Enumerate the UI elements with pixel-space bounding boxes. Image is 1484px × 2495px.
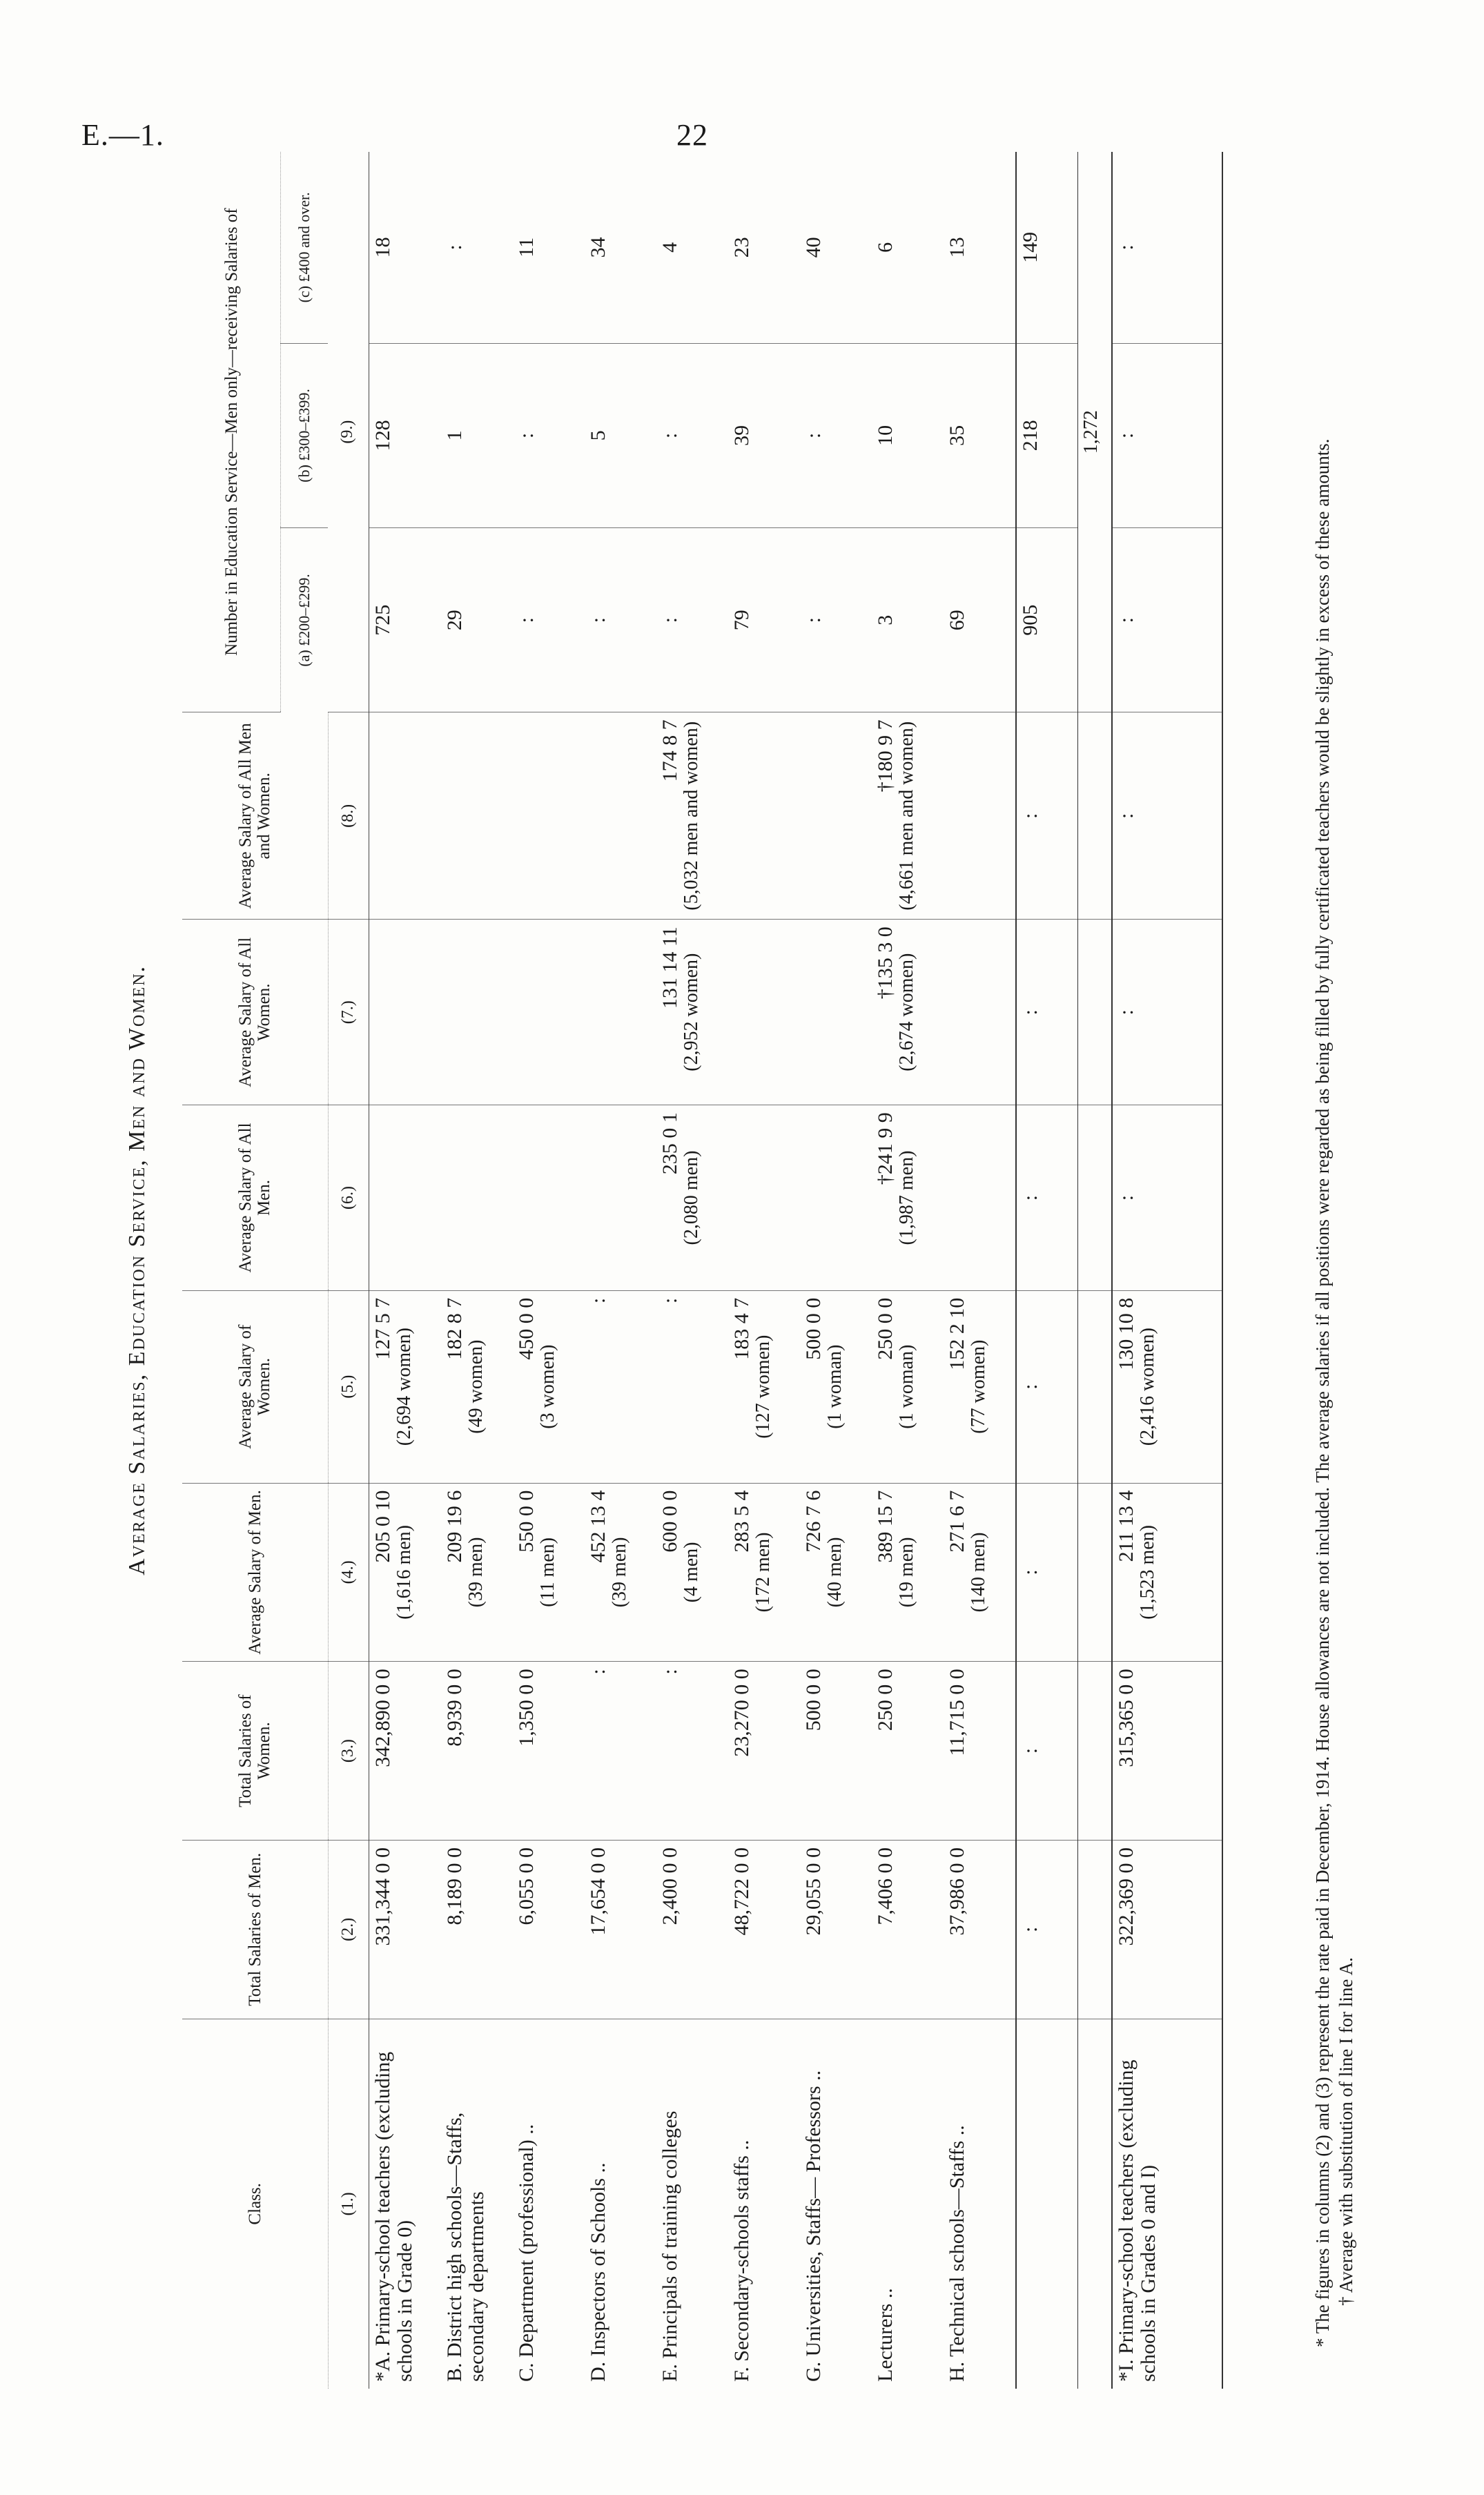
row-i-c4-count: (1,523 men) — [1136, 1524, 1158, 1620]
row-avg-men-value: 389 15 7 — [873, 1490, 897, 1563]
totals-c7: : — [1016, 920, 1078, 1105]
row-avg-all-women-value: 131 14 11 — [658, 926, 681, 1009]
col-number-2: (2.) — [328, 1840, 369, 2019]
row-avg-all-men — [585, 1105, 656, 1291]
row-count-a: : — [656, 528, 728, 712]
col-avg-all-men-header: Average Salary of All Men. — [182, 1105, 328, 1291]
row-i-a: : — [1112, 528, 1222, 712]
row-class-label: Lecturers .. — [873, 2288, 897, 2382]
col-number-1: (1.) — [328, 2019, 369, 2389]
row-avg-men-value: 550 0 0 — [514, 1490, 538, 1553]
row-count-a: 725 — [369, 528, 441, 712]
row-avg-all — [728, 712, 800, 920]
row-avg-all-men — [728, 1105, 800, 1291]
row-avg-women — [513, 1290, 585, 1483]
row-count-b: 39 — [728, 343, 800, 527]
row-avg-women-value: 183 4 7 — [730, 1297, 753, 1360]
salary-table — [182, 152, 1223, 2389]
col-number-8: (8.) — [328, 712, 369, 920]
rotated-table-frame — [124, 152, 1408, 2389]
row-avg-all-women — [513, 920, 585, 1105]
row-avg-women — [656, 1290, 728, 1483]
row-total-women: 11,715 0 0 — [944, 1662, 1016, 1841]
footnote-1: * The figures in columns (2) and (3) represent the rate paid in December, 1914. House allowances are not included. The average salaries if all positions were regarded as being filled by fully certificated teachers would be slightly in excess of these amounts. — [1312, 438, 1333, 2347]
row-total-women: 342,890 0 0 — [369, 1662, 441, 1841]
row-count-c: 23 — [728, 152, 800, 343]
row-class-label: H. Technical schools—Staffs .. — [945, 2125, 968, 2382]
table-row — [513, 152, 585, 2389]
row-count-c: 40 — [800, 152, 872, 343]
row-count-a: : — [585, 528, 656, 712]
row-class-label: E. Principals of training colleges — [658, 2110, 681, 2382]
col-total-men-header: Total Salaries of Men. — [182, 1840, 328, 2019]
row-avg-men-count: (140 men) — [967, 1532, 989, 1613]
totals-a: 905 — [1016, 528, 1078, 712]
col-9a-header: (a) £200–£299. — [295, 574, 313, 667]
footnote-2: † Average with substitution of line I for line A. — [1335, 1957, 1356, 2306]
table-body — [369, 152, 1016, 2389]
row-avg-women-value: : — [586, 1297, 609, 1304]
row-avg-all-women-count: (2,674 women) — [895, 953, 917, 1071]
row-class-label: G. Universities, Staffs— Professors .. — [801, 2070, 825, 2382]
row-class-label: D. Inspectors of Schools .. — [586, 2162, 609, 2382]
table-row — [944, 152, 1016, 2389]
row-class-label: B. District high schools—Staffs, secondary departments — [442, 2112, 488, 2382]
row-i-c3: 315,365 0 0 — [1112, 1662, 1222, 1841]
totals-c6: : — [1016, 1105, 1078, 1291]
row-avg-all-men-value: †241 9 9 — [873, 1112, 897, 1185]
col-9b-header: (b) £300–£399. — [281, 343, 329, 527]
row-avg-all — [656, 712, 728, 920]
col-number-6: (6.) — [328, 1105, 369, 1291]
row-count-a: : — [800, 528, 872, 712]
row-i-c: : — [1112, 152, 1222, 343]
col-total-women-header: Total Salaries of Women. — [182, 1662, 328, 1841]
row-count-a: : — [513, 528, 585, 712]
row-avg-all-men-value: 235 0 1 — [658, 1112, 681, 1175]
row-avg-women — [872, 1290, 944, 1483]
row-avg-women-count: (1 woman) — [823, 1344, 846, 1429]
row-count-c: 18 — [369, 152, 441, 343]
row-i-c7: : — [1112, 920, 1222, 1105]
row-count-c: 6 — [872, 152, 944, 343]
row-count-b: 128 — [369, 343, 441, 527]
row-count-c: 34 — [585, 152, 656, 343]
row-avg-women — [728, 1290, 800, 1483]
row-count-a: 79 — [728, 528, 800, 712]
row-avg-men-value: 726 7 6 — [801, 1490, 825, 1553]
row-avg-all-men — [800, 1105, 872, 1291]
row-total-women: 1,350 0 0 — [513, 1662, 585, 1841]
col-avg-all-header: Average Salary of All Men and Women. — [182, 712, 328, 920]
row-avg-women — [441, 1290, 513, 1483]
row-avg-all-women — [585, 920, 656, 1105]
row-i-c6: : — [1112, 1105, 1222, 1291]
row-avg-all-men-count: (1,987 men) — [895, 1150, 917, 1245]
row-count-b: 1 — [441, 343, 513, 527]
row-i-c8: : — [1112, 712, 1222, 920]
row-avg-all — [872, 712, 944, 920]
row-i-b: : — [1112, 343, 1222, 527]
row-avg-all — [585, 712, 656, 920]
row-total-men: 48,722 0 0 — [728, 1840, 800, 2019]
row-avg-all-women — [728, 920, 800, 1105]
table-title: Average Salaries, Education Service, Men and Women. — [124, 964, 150, 1576]
row-count-a: 29 — [441, 528, 513, 712]
row-avg-all-men — [513, 1105, 585, 1291]
row-i-c2: 322,369 0 0 — [1112, 1840, 1222, 2019]
row-total-women: : — [656, 1662, 728, 1841]
row-avg-all-women — [944, 920, 1016, 1105]
page-code: E.—1. — [81, 118, 164, 152]
row-count-c: 13 — [944, 152, 1016, 343]
row-avg-men-value: 452 13 4 — [586, 1490, 609, 1563]
row-avg-women — [369, 1290, 441, 1483]
row-avg-women-count: (2,694 women) — [393, 1328, 415, 1446]
totals-label — [1016, 2019, 1078, 2389]
row-avg-women-value: 250 0 0 — [873, 1297, 897, 1360]
col-number-header: Number in Education Service—Men only—receiving Salaries of — [182, 152, 281, 712]
row-avg-women-value: 152 2 10 — [945, 1297, 968, 1370]
totals-sum: 1,272 — [1077, 152, 1112, 712]
row-avg-all — [441, 712, 513, 920]
row-avg-all-count: (5,032 men and women) — [680, 721, 702, 911]
totals-c5: : — [1016, 1290, 1078, 1483]
row-avg-all-value: 174 8 7 — [658, 719, 681, 782]
col-number-5: (5.) — [328, 1290, 369, 1483]
table-row — [800, 152, 872, 2389]
col-9c-header: (c) £400 and over. — [281, 152, 329, 343]
row-i-c5 — [1112, 1290, 1222, 1483]
table-row — [441, 152, 513, 2389]
row-avg-all-women-value: †135 3 0 — [873, 926, 897, 1000]
col-class-header: Class. — [182, 2019, 328, 2389]
row-avg-men-count: (19 men) — [895, 1537, 917, 1608]
row-count-b: : — [656, 343, 728, 527]
row-avg-women — [585, 1290, 656, 1483]
row-avg-men — [872, 1483, 944, 1662]
row-avg-women-value: 127 5 7 — [371, 1297, 394, 1360]
row-avg-women-count: (3 women) — [536, 1344, 558, 1429]
row-count-c: 11 — [513, 152, 585, 343]
row-avg-all — [513, 712, 585, 920]
row-avg-all-men-count: (2,080 men) — [680, 1150, 702, 1245]
col-number-3: (3.) — [328, 1662, 369, 1841]
row-avg-women-value: : — [658, 1297, 681, 1304]
table-row — [656, 152, 728, 2389]
row-avg-all-women — [872, 920, 944, 1105]
col-number-4: (4.) — [328, 1483, 369, 1662]
row-avg-men — [441, 1483, 513, 1662]
table-row — [585, 152, 656, 2389]
row-i-c5-value: 130 10 8 — [1114, 1297, 1138, 1370]
row-i-c5-count: (2,416 women) — [1136, 1328, 1158, 1446]
row-count-a: 69 — [944, 528, 1016, 712]
totals-c3: : — [1016, 1662, 1078, 1841]
row-count-c: : — [441, 152, 513, 343]
row-total-men: 17,654 0 0 — [585, 1840, 656, 2019]
row-avg-all-men — [656, 1105, 728, 1291]
row-avg-all-men — [944, 1105, 1016, 1291]
row-avg-all-men — [369, 1105, 441, 1291]
row-avg-men-count: (4 men) — [680, 1542, 702, 1603]
row-avg-men — [656, 1483, 728, 1662]
row-avg-women-value: 182 8 7 — [442, 1297, 466, 1360]
row-avg-all-women — [369, 920, 441, 1105]
page-number: 22 — [676, 118, 708, 152]
totals-b: 218 — [1016, 343, 1078, 527]
row-avg-all — [944, 712, 1016, 920]
row-avg-men — [728, 1483, 800, 1662]
row-avg-men-count: (40 men) — [823, 1537, 846, 1608]
row-avg-all-men — [872, 1105, 944, 1291]
row-avg-all-women — [800, 920, 872, 1105]
table-row — [728, 152, 800, 2389]
row-count-b: : — [513, 343, 585, 527]
row-count-b: 5 — [585, 343, 656, 527]
row-total-men: 2,400 0 0 — [656, 1840, 728, 2019]
row-avg-women-value: 450 0 0 — [514, 1297, 538, 1360]
row-avg-women — [944, 1290, 1016, 1483]
row-total-men: 331,344 0 0 — [369, 1840, 441, 2019]
row-total-men: 29,055 0 0 — [800, 1840, 872, 2019]
row-avg-women-count: (1 woman) — [895, 1344, 917, 1429]
row-count-b: 35 — [944, 343, 1016, 527]
row-avg-all-men — [441, 1105, 513, 1291]
row-avg-men — [513, 1483, 585, 1662]
row-count-c: 4 — [656, 152, 728, 343]
col-avg-women-header: Average Salary of Women. — [182, 1290, 328, 1483]
row-avg-all-count: (4,661 men and women) — [895, 721, 917, 911]
row-total-men: 7,406 0 0 — [872, 1840, 944, 2019]
row-avg-all-women-count: (2,952 women) — [680, 953, 702, 1071]
table-row — [369, 152, 441, 2389]
row-avg-men-count: (39 men) — [465, 1537, 487, 1608]
row-avg-men — [585, 1483, 656, 1662]
totals-c2: : — [1016, 1840, 1078, 2019]
row-avg-all-women — [441, 920, 513, 1105]
row-avg-all-value: †180 9 7 — [873, 719, 897, 793]
row-count-a: 3 — [872, 528, 944, 712]
row-avg-all-women — [656, 920, 728, 1105]
row-avg-men-count: (1,616 men) — [393, 1524, 415, 1620]
row-total-women: 8,939 0 0 — [441, 1662, 513, 1841]
row-count-b: 10 — [872, 343, 944, 527]
row-avg-all — [800, 712, 872, 920]
row-class-label: F. Secondary-schools staffs .. — [730, 2139, 753, 2382]
col-avg-all-women-header: Average Salary of All Women. — [182, 920, 328, 1105]
row-avg-men-value: 271 6 7 — [945, 1490, 968, 1553]
row-total-men: 6,055 0 0 — [513, 1840, 585, 2019]
totals-c4: : — [1016, 1483, 1078, 1662]
row-class-label: *A. Primary-school teachers (excluding schools in Grade 0) — [371, 2051, 416, 2382]
row-avg-all — [369, 712, 441, 920]
row-avg-men — [944, 1483, 1016, 1662]
row-avg-women-count: (49 women) — [465, 1339, 487, 1434]
col-avg-men-header: Average Salary of Men. — [182, 1483, 328, 1662]
row-avg-men-value: 209 19 6 — [442, 1490, 466, 1563]
row-i-label: *I. Primary-school teachers (excluding schools in Grades 0 and I) — [1112, 2019, 1222, 2389]
row-avg-men — [800, 1483, 872, 1662]
col-number-7: (7.) — [328, 920, 369, 1105]
row-count-b: : — [800, 343, 872, 527]
row-avg-men-value: 600 0 0 — [658, 1490, 681, 1553]
row-total-women: 500 0 0 — [800, 1662, 872, 1841]
row-avg-men — [369, 1483, 441, 1662]
totals-c8: : — [1016, 712, 1078, 920]
col-number-9: (9.) — [328, 152, 369, 712]
row-i-c4-value: 211 13 4 — [1114, 1490, 1138, 1562]
row-avg-women-count: (77 women) — [967, 1339, 989, 1434]
row-avg-men-count: (11 men) — [536, 1537, 558, 1607]
row-avg-men-count: (39 men) — [608, 1537, 630, 1608]
row-total-men: 37,986 0 0 — [944, 1840, 1016, 2019]
row-total-women: 250 0 0 — [872, 1662, 944, 1841]
row-avg-women-count: (127 women) — [752, 1334, 774, 1439]
row-avg-men-value: 205 0 10 — [371, 1490, 394, 1563]
row-avg-women — [800, 1290, 872, 1483]
row-total-men: 8,189 0 0 — [441, 1840, 513, 2019]
table-row — [872, 152, 944, 2389]
totals-c: 149 — [1016, 152, 1078, 343]
row-i-c4 — [1112, 1483, 1222, 1662]
footnotes — [1311, 152, 1358, 2389]
row-total-women: : — [585, 1662, 656, 1841]
row-avg-men-count: (172 men) — [752, 1532, 774, 1613]
row-class-label: C. Department (professional) .. — [514, 2124, 538, 2382]
row-avg-men-value: 283 5 4 — [730, 1490, 753, 1553]
row-total-women: 23,270 0 0 — [728, 1662, 800, 1841]
row-avg-women-value: 500 0 0 — [801, 1297, 825, 1360]
